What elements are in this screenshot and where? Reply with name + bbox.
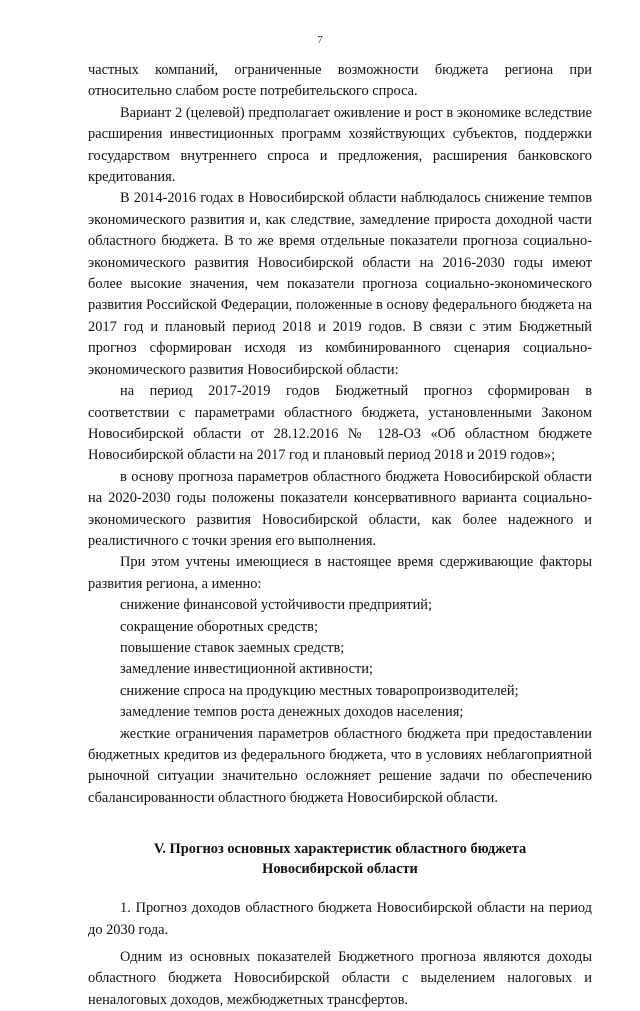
- list-item-factor: снижение спроса на продукцию местных товаропроизводителей;: [120, 682, 519, 699]
- list-item-factor: сокращение оборотных средств;: [120, 618, 318, 635]
- list-item-factor: повышение ставок заемных средств;: [120, 639, 345, 656]
- section-heading-line-1: V. Прогноз основных характеристик областного бюджета: [153, 841, 527, 858]
- paragraph-budget-constraints: жесткие ограничения параметров областного бюджета при предоставлении бюджетных кредитов из федерального бюджета, что в условиях неблагоприятной рыночной ситуации значительно осложняет решение задачи по обеспечению сбалансированности областного бюджета Новосибирской области.: [88, 725, 592, 806]
- paragraph-key-indicators: Одним из основных показателей Бюджетного прогноза являются доходы областного бюджета Новосибирской области с выделением налоговых и неналоговых доходов, межбюджетных трансфертов.: [88, 949, 592, 1008]
- paragraph-2017-2019: на период 2017-2019 годов Бюджетный прогноз сформирован в соответствии с параметрами областного бюджета, установленными Законом Новосибирской области от 28.12.2016 № 128-ОЗ «Об областном бюджете Новосибирской области на 2017 год и плановый период 2018 и 2019 годов»;: [88, 383, 592, 464]
- paragraph-income-forecast: 1. Прогноз доходов областного бюджета Новосибирской области на период до 2030 года.: [88, 900, 592, 938]
- list-item-factor: замедление инвестиционной активности;: [120, 661, 373, 678]
- section-heading-line-2: Новосибирской области: [262, 861, 418, 878]
- list-item-factor: замедление темпов роста денежных доходов населения;: [120, 704, 464, 721]
- paragraph-factors-intro: При этом учтены имеющиеся в настоящее время сдерживающие факторы развития региона, а именно:: [88, 554, 592, 592]
- page-number: 7: [317, 34, 323, 46]
- document-body: [88, 60, 592, 1011]
- list-item-factor: снижение финансовой устойчивости предприятий;: [120, 597, 432, 614]
- paragraph-2014-2016: В 2014-2016 годах в Новосибирской области наблюдалось снижение темпов экономического развития и, как следствие, замедление прироста доходной части областного бюджета. В то же время отдельные показатели прогноза социально-экономического развития Новосибирской области на 2016-2030 годы имеют более высокие значения, чем показатели прогноза социально-экономического развития Российской Федерации, положенные в основу федерального бюджета на 2017 год и плановый период 2018 и 2019 годов. В связи с этим Бюджетный прогноз сформирован исходя из комбинированного сценария социально-экономического развития Новосибирской области:: [88, 190, 592, 378]
- paragraph-variant-2: Вариант 2 (целевой) предполагает оживление и рост в экономике вследствие расширения инвестиционных программ хозяйствующих субъектов, поддержки государством внутреннего спроса и предложения, расширения банковского кредитования.: [88, 104, 592, 186]
- paragraph-2020-2030: в основу прогноза параметров областного бюджета Новосибирской области на 2020-2030 годы положены показатели консервативного варианта социально-экономического развития Новосибирской области, как более надежного и реалистичного с точки зрения его выполнения.: [88, 468, 592, 549]
- paragraph-continued: частных компаний, ограниченные возможности бюджета региона при относительно слабом росте потребительского спроса.: [88, 62, 592, 100]
- section-heading: [88, 839, 592, 879]
